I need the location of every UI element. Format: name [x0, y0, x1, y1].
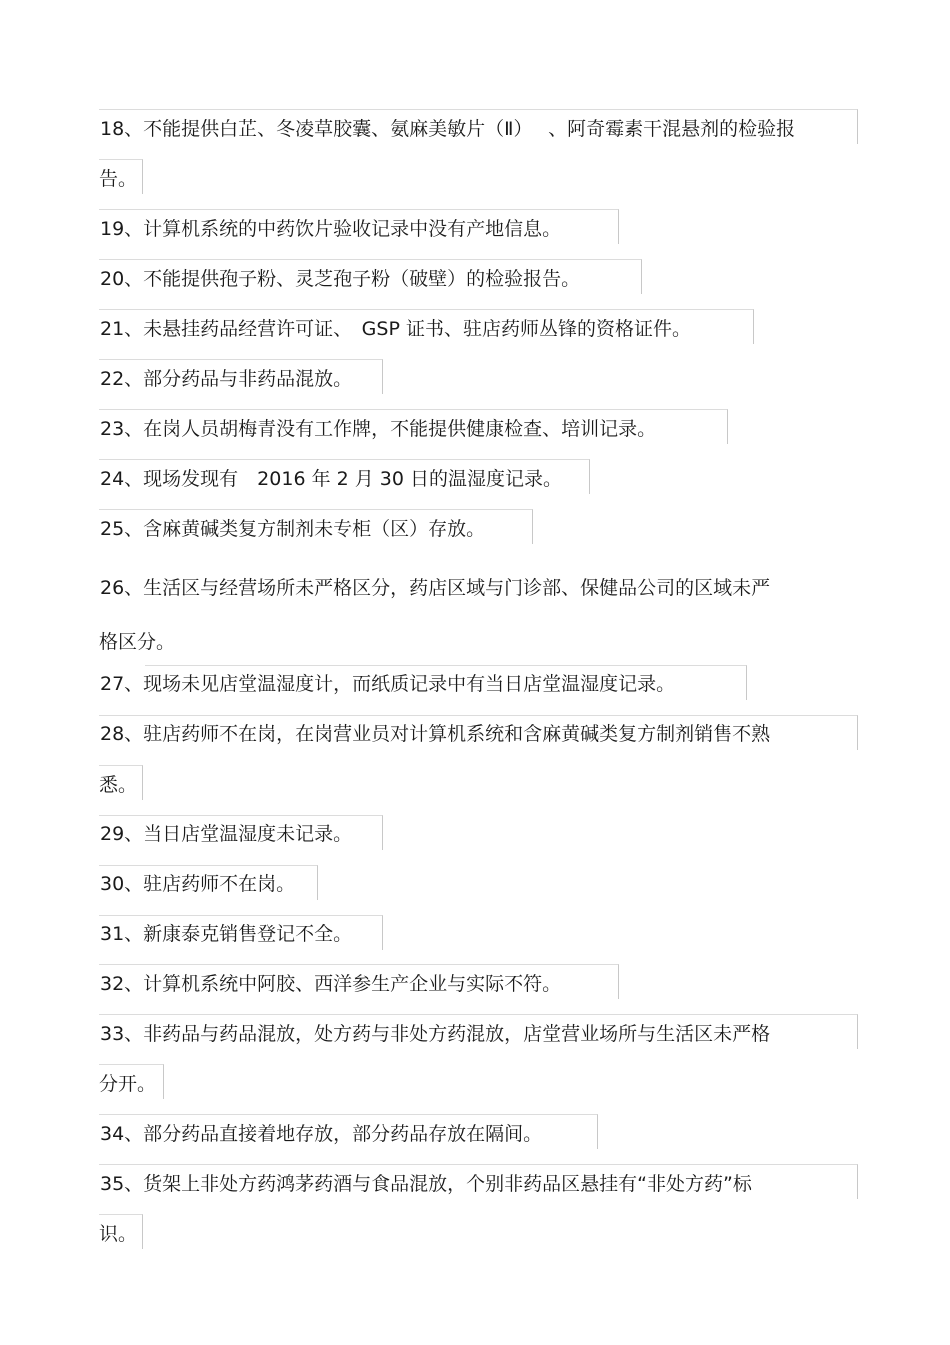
list-item-23: 23、在岗人员胡梅青没有工作牌，不能提供健康检查、培训记录。	[100, 418, 657, 440]
list-item-22: 22、部分药品与非药品混放。	[100, 368, 353, 390]
list-item-35-continuation: 识。	[99, 1223, 138, 1245]
list-item-24: 24、现场发现有 2016 年 2 月 30 日的温湿度记录。	[100, 468, 562, 490]
list-item-33-continuation: 分开。	[99, 1073, 157, 1095]
list-item-18-continuation: 告。	[99, 168, 138, 190]
list-item-29: 29、当日店堂温湿度未记录。	[100, 823, 353, 845]
list-item-26-continuation: 格区分。	[99, 631, 176, 653]
list-item-26: 26、生活区与经营场所未严格区分，药店区域与门诊部、保健品公司的区域未严	[100, 577, 771, 599]
list-item-28: 28、驻店药师不在岗，在岗营业员对计算机系统和含麻黄碱类复方制剂销售不熟	[100, 723, 771, 745]
list-item-20: 20、不能提供孢子粉、灵芝孢子粉（破壁）的检验报告。	[100, 268, 581, 290]
list-item-19: 19、计算机系统的中药饮片验收记录中没有产地信息。	[100, 218, 562, 240]
list-item-28-continuation: 悉。	[99, 774, 138, 796]
list-item-32: 32、计算机系统中阿胶、西洋参生产企业与实际不符。	[100, 973, 562, 995]
list-item-21: 21、未悬挂药品经营许可证、 GSP 证书、驻店药师丛锋的资格证件。	[100, 318, 691, 340]
list-item-31: 31、新康泰克销售登记不全。	[100, 923, 353, 945]
list-item-18: 18、不能提供白芷、冬凌草胶囊、氨麻美敏片（Ⅱ） 、阿奇霉素干混悬剂的检验报	[100, 118, 796, 140]
list-item-30: 30、驻店药师不在岗。	[100, 873, 296, 895]
list-item-34: 34、部分药品直接着地存放，部分药品存放在隔间。	[100, 1123, 543, 1145]
list-item-33: 33、非药品与药品混放，处方药与非处方药混放，店堂营业场所与生活区未严格	[100, 1023, 771, 1045]
list-item-25: 25、含麻黄碱类复方制剂未专柜（区）存放。	[100, 518, 486, 540]
list-item-27: 27、现场未见店堂温湿度计，而纸质记录中有当日店堂温湿度记录。	[100, 673, 676, 695]
list-item-35: 35、货架上非处方药鸿茅药酒与食品混放，个别非药品区悬挂有“非处方药”标	[100, 1173, 752, 1195]
